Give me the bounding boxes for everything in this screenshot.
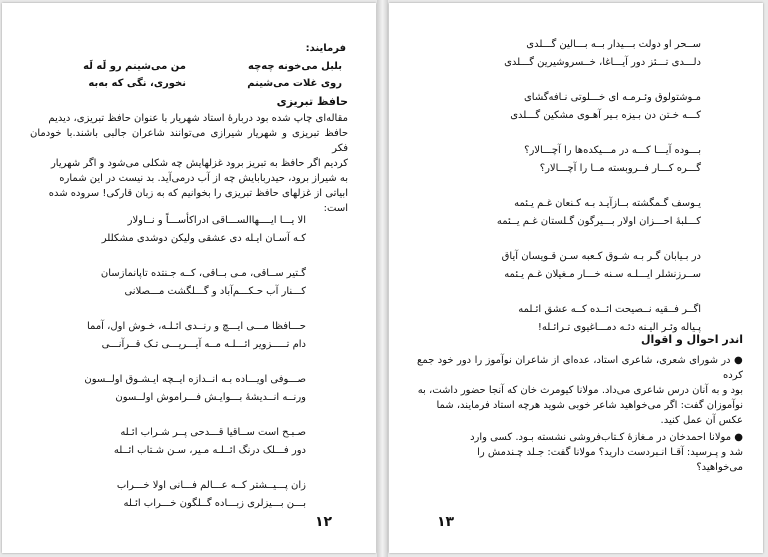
book-gutter [377, 0, 388, 557]
verse-line: الا یـــا ایــــهاالســـاقی ادراکأســـاً و نــاولار [127, 215, 306, 226]
couplet-right-2: روی غلات می‌شینم [247, 78, 342, 89]
verse-line: گـتیر ســاقی، مـی بــاقی، کــه جـنتده تاپانمازسان [100, 268, 306, 279]
paragraph-line: ابیاتی از غزلهای حافظ تبریزی را بخوانیم که به زبان قارکی! سروده شده [48, 188, 348, 199]
section-title: حافظ تبریزی [276, 95, 348, 108]
couplet-right-1: بلبل می‌خونه چه‌چه [248, 61, 342, 72]
paragraph-line: حافظ تبریزی و شهریار شیرازی می‌توانند شاعران جالبی باشند.با خودمان فکر [30, 128, 348, 154]
verse-line: کـــه خـتن دن بـیزه بـیر آهـوی مشکین گـــلدی [510, 110, 701, 121]
paragraph-line: به شیراز برود، حیدربابایش چه از آب درمی‌آید. بد نیست در این شماره [59, 173, 348, 184]
paragraph-line: ● در شورای شعری، شاعری استاد، عده‌ای از شاعران نوآموز را دور خود جمع کرده [417, 355, 743, 381]
verse-line: صـــوفی اویـــاده بـه انــدازه ایــچه ایـشـوق اولــسون [84, 374, 306, 385]
verse-line: بـــوده آیـــا کـــه در مـــیکده‌ها را آچـــالار؟ [524, 145, 701, 156]
verse-line: کـــنار آب حـکـــم‌آباد و گـــلگشت مـــصلانی [124, 286, 306, 297]
bullet-icon: ● [733, 355, 743, 366]
paragraph-line: بود و به آنان درس شاعری می‌داد. مولانا کیومرث خان که آنجا حضور داشت، به [417, 385, 743, 396]
verse-line: ســحر او دولت بـــیدار بــه بـــالین گـــلدی [526, 39, 701, 50]
verse-line: حـــافظا مـــی ایـــچ و رنــدی ائـلـه، خـوش اول، آمما [86, 321, 306, 332]
verse-line: دام تـــــزویر ائـــلـه مــه آیـــریـــی تـک قــرآنـــی [101, 339, 306, 350]
verse-line: گـــره کـــار فــروبسته مــا را آچـــالار؟ [539, 163, 701, 174]
verse-line: زان پـــیــشتر کــه عـــالم فـــانی اولا خـــراب [116, 480, 306, 491]
verse-line: مـوشتولوق وئـرمـه ای خـــلوتی نـافه‌گشای [523, 92, 701, 103]
paragraph-line: نوآموزان گفت: اگر می‌خواهید شاعر خوبی شوید هرچه استاد فرمایند، شما [436, 400, 743, 411]
list-item [417, 353, 743, 428]
verse-line: دلـــدی تـــئز دور آیـــاغا، خــسروشیرین گـــلدی [504, 57, 701, 68]
verse-line: دور فـــلک درنگ ائــلـه مـیر، سـن شـتاب ائــله [113, 445, 306, 456]
paragraph-line: است: [323, 203, 348, 214]
verse-line: ســرزنشلر ایـــلـه سـنه خـــار مـغیلان غـم یـئمه [504, 269, 701, 280]
paragraph-line: شد و پـرسید: آقـا انـبردست دارید؟ مولانا گفت: جـلد چـندمش را [477, 447, 743, 458]
intro-paragraph [30, 111, 348, 216]
intro-text: فرمایند: [305, 43, 346, 54]
list-item [417, 430, 743, 475]
page-number: ۱۲ [315, 514, 333, 530]
verse-line: کـه آسـان ایـله دی عشقی ولیکن دوشدی مشکللر [101, 233, 306, 244]
section-title: اندر احوال و اقوال [640, 333, 743, 346]
verse-line: ورنــه انــدیشهٔ بـــوایـش فـــراموش اولــسون [115, 392, 306, 403]
right-page [2, 3, 376, 553]
verse-line: کـــلبهٔ احـــزان اولار بـــیرگون گـلستان غـم یــئمه [496, 216, 701, 227]
poem-verses [431, 36, 701, 337]
paragraph-line: ● مولانا احمدخان در مـغازهٔ کـتاب‌فروشی نشسته بـود. کسی وارد [470, 432, 743, 443]
verse-line: اگــر فــقیه نــصیحت ائــده کــه عشق ائـلمه [518, 304, 701, 315]
verse-line: یـوسف گـمگشته بــاز‌آیـد بـه کـنعان غـم یـئمه [514, 198, 701, 209]
paragraph-line: می‌خواهید؟ [696, 462, 743, 473]
couplet-left-2: نخوری، نگی که به‌به [88, 78, 186, 89]
left-page [389, 3, 763, 553]
verse-line: صـبـح است ســاقیا قـــدحی پــر شـراب ائـله [120, 427, 306, 438]
page-number: ۱۳ [437, 514, 455, 530]
poem-verses [46, 212, 306, 513]
paragraph-line: مقاله‌ای چاپ شده بود دربارهٔ استاد شهریار با عنوان حافظ تبریزی، دیدیم [48, 113, 348, 124]
paragraph-line: عکس آن عمل کنید. [660, 415, 743, 426]
anecdotes [417, 353, 743, 477]
verse-line: در بـیابان گـر بـه شـوق کـعبه سـن قـویسان آیاق [501, 251, 701, 262]
verse-line: بـــن بـــیزلری زبـــاده گــلگون خـــراب ائـله [123, 498, 306, 509]
paragraph-line: کردیم اگر حافظ به تبریز برود غزلهایش چه شکلی می‌شود و اگر شهریار [50, 158, 348, 169]
verse-line: پـیاله وئـر الیـنه دئـه دمـــاغیوی تـرائـله! [537, 322, 701, 333]
bullet-icon: ● [734, 432, 743, 443]
couplet-left-1: من می‌شینم رو لَه لَه [83, 61, 186, 72]
